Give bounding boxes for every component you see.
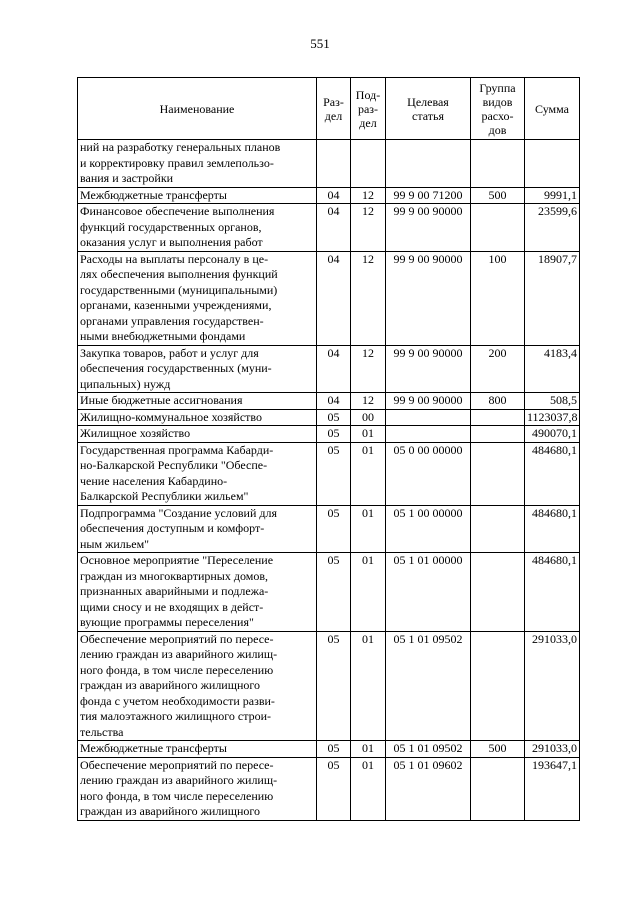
cell-gruppa bbox=[471, 505, 525, 553]
cell-statya bbox=[386, 409, 471, 426]
cell-summa: 484680,1 bbox=[525, 442, 580, 505]
cell-name: Иные бюджетные ассигнования bbox=[78, 393, 317, 410]
cell-name: Государственная программа Кабарди- но-Балкарской Республики "Обеспе- чение населения Кабардино- Балкарской Республики жильем" bbox=[78, 442, 317, 505]
cell-statya: 05 1 01 09602 bbox=[386, 757, 471, 820]
cell-razdel: 04 bbox=[317, 393, 351, 410]
cell-podrazdel: 12 bbox=[351, 251, 386, 345]
cell-podrazdel: 12 bbox=[351, 187, 386, 204]
table-row bbox=[78, 187, 580, 204]
cell-summa: 23599,6 bbox=[525, 204, 580, 252]
cell-gruppa bbox=[471, 757, 525, 820]
cell-podrazdel: 12 bbox=[351, 345, 386, 393]
cell-podrazdel: 00 bbox=[351, 409, 386, 426]
cell-statya: 99 9 00 90000 bbox=[386, 345, 471, 393]
cell-gruppa bbox=[471, 426, 525, 443]
cell-statya bbox=[386, 426, 471, 443]
cell-gruppa: 800 bbox=[471, 393, 525, 410]
cell-statya: 05 1 00 00000 bbox=[386, 505, 471, 553]
table-row bbox=[78, 426, 580, 443]
cell-statya: 99 9 00 71200 bbox=[386, 187, 471, 204]
cell-name: Жилищно-коммунальное хозяйство bbox=[78, 409, 317, 426]
cell-name: Основное мероприятие "Переселение граждан из многоквартирных домов, признанных аварийными и подлежа- щими сносу и не входящих в дейст- вующие программы переселения" bbox=[78, 553, 317, 632]
table-row bbox=[78, 393, 580, 410]
cell-podrazdel bbox=[351, 140, 386, 188]
cell-podrazdel: 01 bbox=[351, 631, 386, 741]
table-row bbox=[78, 631, 580, 741]
cell-gruppa bbox=[471, 442, 525, 505]
cell-name: Обеспечение мероприятий по пересе- лению граждан из аварийного жилищ- ного фонда, в том числе переселению граждан из аварийного жилищного bbox=[78, 757, 317, 820]
cell-podrazdel: 12 bbox=[351, 393, 386, 410]
cell-podrazdel: 01 bbox=[351, 505, 386, 553]
cell-name: Межбюджетные трансферты bbox=[78, 187, 317, 204]
table-row bbox=[78, 442, 580, 505]
cell-razdel: 05 bbox=[317, 741, 351, 758]
cell-name: Межбюджетные трансферты bbox=[78, 741, 317, 758]
header-gruppa: Группа видов расхо- дов bbox=[471, 78, 525, 140]
cell-summa: 508,5 bbox=[525, 393, 580, 410]
cell-name: Финансовое обеспечение выполнения функций государственных органов, оказания услуг и выполнения работ bbox=[78, 204, 317, 252]
cell-summa: 291033,0 bbox=[525, 741, 580, 758]
cell-name: Расходы на выплаты персоналу в це- лях обеспечения выполнения функций государственными (муниципальными) органами, казенными учреждениями, органами управления государствен- ными внебюджетными фондами bbox=[78, 251, 317, 345]
cell-summa: 291033,0 bbox=[525, 631, 580, 741]
cell-statya bbox=[386, 140, 471, 188]
cell-statya: 05 1 01 09502 bbox=[386, 741, 471, 758]
header-name: Наименование bbox=[78, 78, 317, 140]
cell-name: ний на разработку генеральных планов и корректировку правил землепользо- вания и застройки bbox=[78, 140, 317, 188]
header-podrazdel: Под- раз- дел bbox=[351, 78, 386, 140]
cell-summa: 4183,4 bbox=[525, 345, 580, 393]
cell-summa bbox=[525, 140, 580, 188]
cell-gruppa: 500 bbox=[471, 187, 525, 204]
cell-gruppa: 500 bbox=[471, 741, 525, 758]
cell-summa: 193647,1 bbox=[525, 757, 580, 820]
cell-name: Подпрограмма "Создание условий для обеспечения доступным и комфорт- ным жильем" bbox=[78, 505, 317, 553]
cell-summa: 484680,1 bbox=[525, 553, 580, 632]
cell-razdel: 05 bbox=[317, 409, 351, 426]
table-header-row bbox=[78, 78, 580, 140]
cell-podrazdel: 01 bbox=[351, 442, 386, 505]
table-row bbox=[78, 553, 580, 632]
header-statya: Целевая статья bbox=[386, 78, 471, 140]
table-row bbox=[78, 251, 580, 345]
cell-razdel: 05 bbox=[317, 757, 351, 820]
cell-gruppa bbox=[471, 553, 525, 632]
table-row bbox=[78, 741, 580, 758]
table-body bbox=[78, 140, 580, 821]
cell-razdel: 05 bbox=[317, 631, 351, 741]
cell-summa: 18907,7 bbox=[525, 251, 580, 345]
page-number: 551 bbox=[310, 36, 330, 51]
table-row bbox=[78, 409, 580, 426]
cell-gruppa bbox=[471, 140, 525, 188]
cell-razdel: 05 bbox=[317, 553, 351, 632]
cell-statya: 99 9 00 90000 bbox=[386, 393, 471, 410]
cell-razdel: 05 bbox=[317, 426, 351, 443]
table-row bbox=[78, 505, 580, 553]
cell-name: Жилищное хозяйство bbox=[78, 426, 317, 443]
cell-statya: 05 1 01 09502 bbox=[386, 631, 471, 741]
cell-statya: 05 0 00 00000 bbox=[386, 442, 471, 505]
cell-summa: 1123037,8 bbox=[525, 409, 580, 426]
cell-gruppa bbox=[471, 631, 525, 741]
cell-razdel: 04 bbox=[317, 204, 351, 252]
cell-razdel: 04 bbox=[317, 251, 351, 345]
cell-razdel: 04 bbox=[317, 187, 351, 204]
cell-name: Обеспечение мероприятий по пересе- лению граждан из аварийного жилищ- ного фонда, в том числе переселению граждан из аварийного жилищного фонда с учетом необходимости разви- тия малоэтажного жилищного строи- тельства bbox=[78, 631, 317, 741]
cell-gruppa: 100 bbox=[471, 251, 525, 345]
cell-podrazdel: 01 bbox=[351, 426, 386, 443]
cell-gruppa bbox=[471, 204, 525, 252]
cell-name: Закупка товаров, работ и услуг для обеспечения государственных (муни- ципальных) нужд bbox=[78, 345, 317, 393]
cell-razdel: 05 bbox=[317, 442, 351, 505]
cell-statya: 99 9 00 90000 bbox=[386, 204, 471, 252]
table-row bbox=[78, 345, 580, 393]
cell-statya: 05 1 01 00000 bbox=[386, 553, 471, 632]
table-row bbox=[78, 140, 580, 188]
table-row bbox=[78, 757, 580, 820]
cell-razdel: 05 bbox=[317, 505, 351, 553]
header-razdel: Раз- дел bbox=[317, 78, 351, 140]
cell-summa: 9991,1 bbox=[525, 187, 580, 204]
cell-gruppa bbox=[471, 409, 525, 426]
table-row bbox=[78, 204, 580, 252]
header-summa: Сумма bbox=[525, 78, 580, 140]
cell-razdel bbox=[317, 140, 351, 188]
cell-podrazdel: 12 bbox=[351, 204, 386, 252]
cell-summa: 490070,1 bbox=[525, 426, 580, 443]
cell-podrazdel: 01 bbox=[351, 757, 386, 820]
cell-gruppa: 200 bbox=[471, 345, 525, 393]
budget-table bbox=[77, 77, 580, 821]
cell-razdel: 04 bbox=[317, 345, 351, 393]
cell-podrazdel: 01 bbox=[351, 553, 386, 632]
cell-statya: 99 9 00 90000 bbox=[386, 251, 471, 345]
cell-podrazdel: 01 bbox=[351, 741, 386, 758]
cell-summa: 484680,1 bbox=[525, 505, 580, 553]
